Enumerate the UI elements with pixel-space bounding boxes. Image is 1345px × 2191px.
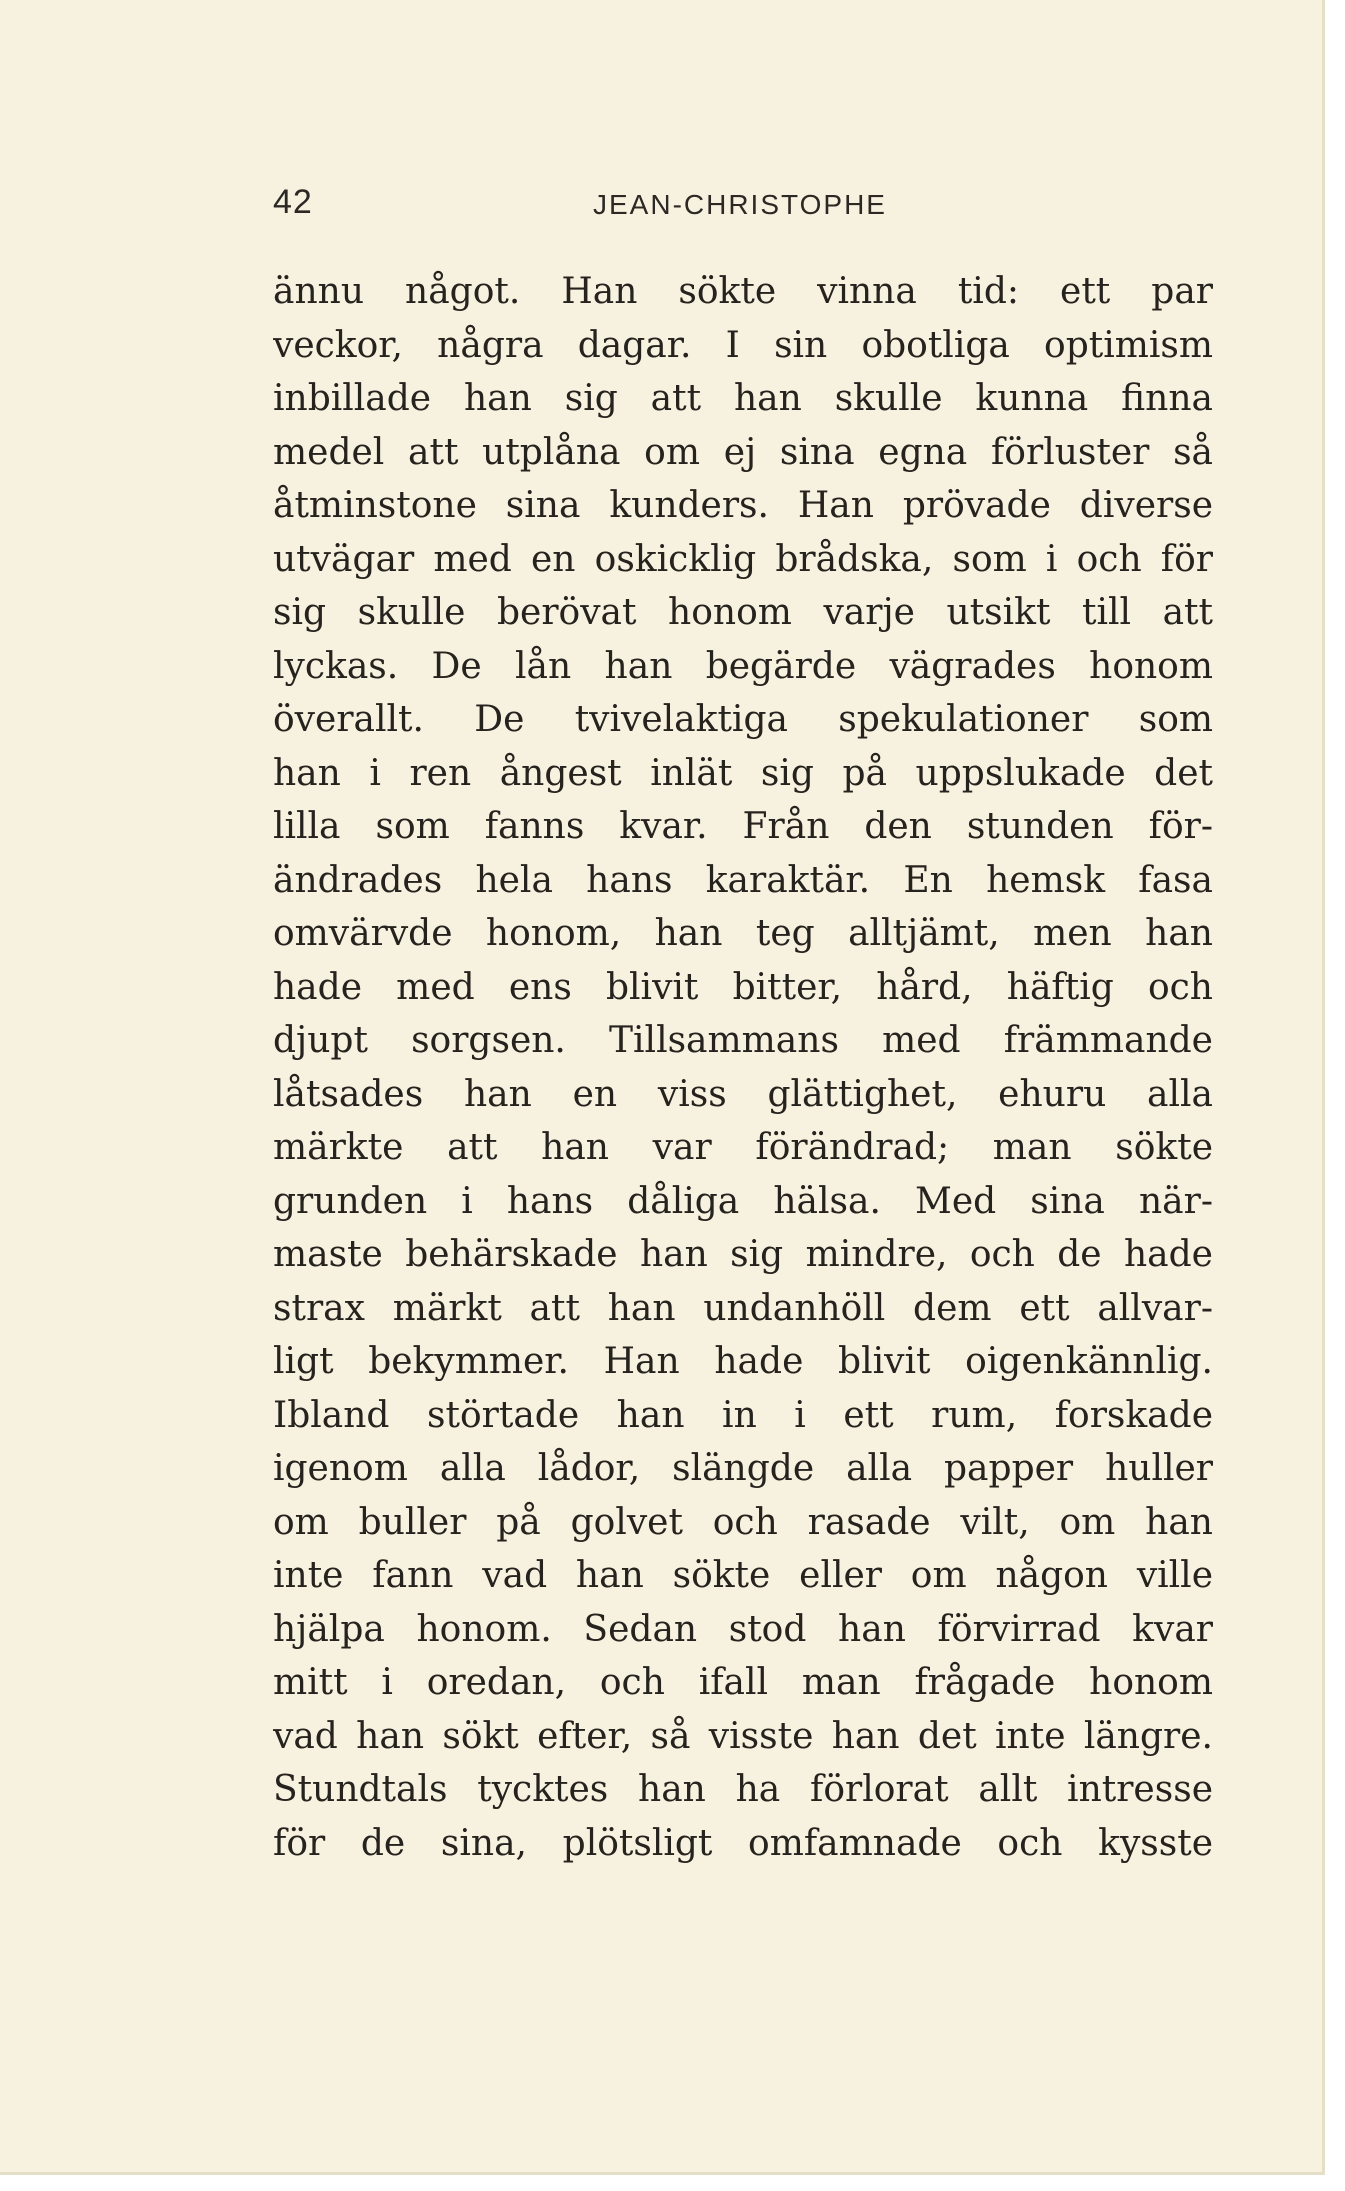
text-line: överallt. De tvivelaktiga spekulationer som xyxy=(273,699,1213,740)
text-line: ännu något. Han sökte vinna tid: ett par xyxy=(273,271,1213,312)
text-line: för de sina, plötsligt omfamnade och kysste xyxy=(273,1822,1213,1864)
text-line: åtminstone sina kunders. Han prövade diverse xyxy=(273,485,1213,526)
text-line: ligt bekymmer. Han hade blivit oigenkännlig. xyxy=(273,1341,1213,1382)
text-line: igenom alla lådor, slängde alla papper huller xyxy=(273,1448,1213,1489)
text-line: medel att utplåna om ej sina egna förluster så xyxy=(273,431,1213,473)
running-title: JEAN-CHRISTOPHE xyxy=(593,189,887,220)
text-line: hade med ens blivit bitter, hård, häftig och xyxy=(273,966,1213,1008)
text-line: ändrades hela hans karaktär. En hemsk fasa xyxy=(273,859,1213,901)
text-line: inbillade han sig att han skulle kunna finna xyxy=(273,378,1213,419)
text-line: djupt sorgsen. Tillsammans med främmande xyxy=(273,1020,1213,1061)
text-line: maste behärskade han sig mindre, och de hade xyxy=(273,1234,1213,1275)
text-line: omvärvde honom, han teg alltjämt, men han xyxy=(273,913,1213,954)
text-line: vad han sökt efter, så visste han det inte längre. xyxy=(273,1715,1213,1757)
page-number: 42 xyxy=(273,183,313,221)
text-line: om buller på golvet och rasade vilt, om han xyxy=(273,1501,1213,1543)
page-header xyxy=(273,183,1213,233)
text-line: utvägar med en oskicklig brådska, som i och för xyxy=(273,538,1213,580)
text-line: Ibland störtade han in i ett rum, forskade xyxy=(273,1394,1213,1436)
text-line: mitt i oredan, och ifall man frågade honom xyxy=(273,1662,1213,1703)
text-line: inte fann vad han sökte eller om någon ville xyxy=(273,1555,1213,1596)
text-line: låtsades han en viss glättighet, ehuru alla xyxy=(273,1073,1213,1115)
text-line: hjälpa honom. Sedan stod han förvirrad kvar xyxy=(273,1608,1213,1650)
text-line: Stundtals tycktes han ha förlorat allt intresse xyxy=(273,1769,1213,1810)
text-line: sig skulle berövat honom varje utsikt till att xyxy=(273,592,1213,633)
body-text xyxy=(273,265,1213,1870)
text-line: grunden i hans dåliga hälsa. Med sina när- xyxy=(273,1180,1213,1222)
text-line: märkte att han var förändrad; man sökte xyxy=(273,1127,1213,1168)
text-line: strax märkt att han undanhöll dem ett allvar- xyxy=(273,1287,1213,1329)
text-line: veckor, några dagar. I sin obotliga optimism xyxy=(273,324,1213,366)
text-line: lilla som fanns kvar. Från den stunden för- xyxy=(273,806,1213,847)
text-line: han i ren ångest inlät sig på uppslukade det xyxy=(273,752,1213,794)
text-line: lyckas. De lån han begärde vägrades honom xyxy=(273,645,1213,687)
